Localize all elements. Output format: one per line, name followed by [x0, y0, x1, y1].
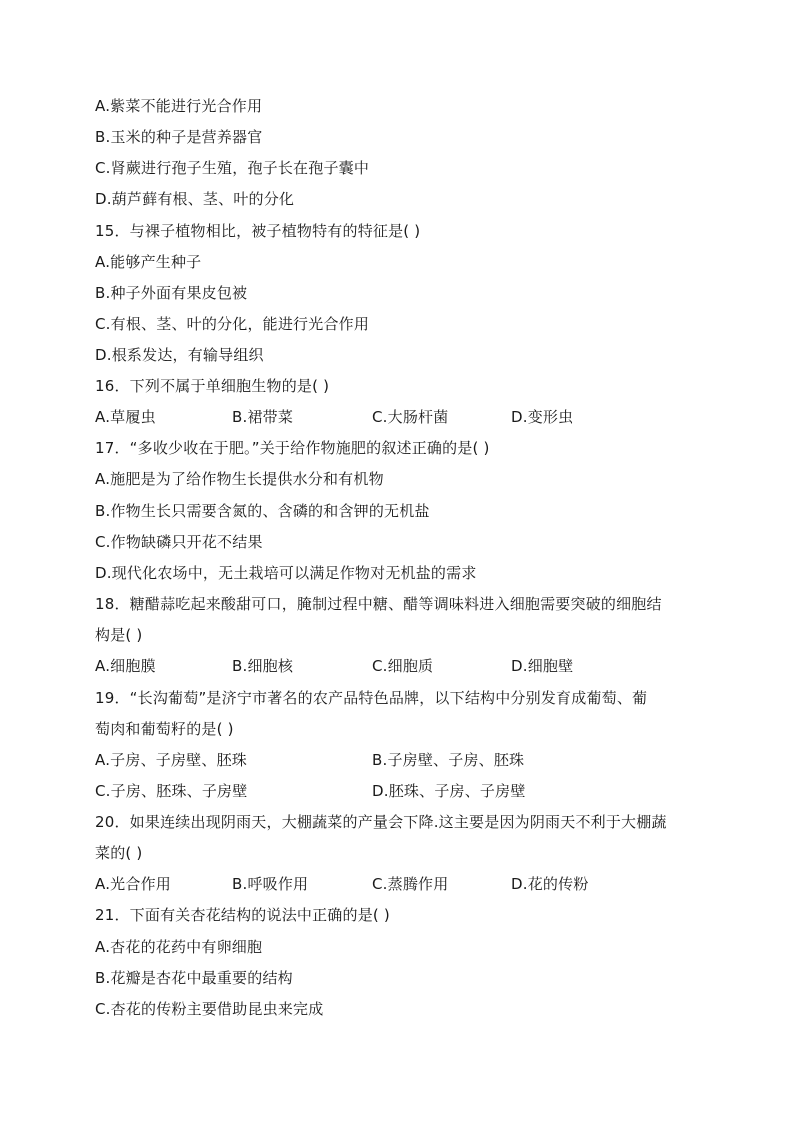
q20-option-c: C.蒸腾作用: [372, 875, 449, 893]
q21-stem: 21．下面有关杏花结构的说法中正确的是( ): [95, 906, 390, 924]
q19-option-d: D.胚珠、子房、子房壁: [372, 782, 526, 800]
q17-option-d: D.现代化农场中，无土栽培可以满足作物对无机盐的需求: [95, 564, 477, 582]
q17-option-c: C.作物缺磷只开花不结果: [95, 533, 263, 551]
q17-option-a: A.施肥是为了给作物生长提供水分和有机物: [95, 470, 384, 488]
q16-option-c: C.大肠杆菌: [372, 408, 449, 426]
q18-option-b: B.细胞核: [232, 657, 294, 675]
q21-option-a: A.杏花的花药中有卵细胞: [95, 938, 263, 956]
q14-option-c: C.肾蕨进行孢子生殖，孢子长在孢子囊中: [95, 159, 370, 177]
q18-stem-line1: 18．糖醋蒜吃起来酸甜可口，腌制过程中糖、醋等调味料进入细胞需要突破的细胞结: [95, 595, 662, 613]
q18-stem-line2: 构是( ): [95, 626, 143, 644]
q14-option-d: D.葫芦藓有根、茎、叶的分化: [95, 190, 295, 208]
q16-option-b: B.裙带菜: [232, 408, 294, 426]
q19-stem-line1: 19．“长沟葡萄”是济宁市著名的农产品特色品牌，以下结构中分别发育成葡萄、葡: [95, 689, 648, 707]
q21-option-c: C.杏花的传粉主要借助昆虫来完成: [95, 1000, 324, 1018]
q16-stem: 16．下列不属于单细胞生物的是( ): [95, 377, 330, 395]
q15-option-a: A.能够产生种子: [95, 253, 202, 271]
q18-option-a: A.细胞膜: [95, 657, 156, 675]
q17-option-b: B.作物生长只需要含氮的、含磷的和含钾的无机盐: [95, 502, 430, 520]
q15-option-b: B.种子外面有果皮包被: [95, 284, 248, 302]
q21-option-b: B.花瓣是杏花中最重要的结构: [95, 969, 293, 987]
q20-option-d: D.花的传粉: [511, 875, 589, 893]
q16-option-a: A.草履虫: [95, 408, 156, 426]
q18-option-d: D.细胞壁: [511, 657, 574, 675]
q19-option-c: C.子房、胚珠、子房壁: [95, 782, 248, 800]
q14-option-b: B.玉米的种子是营养器官: [95, 128, 263, 146]
q19-stem-line2: 萄肉和葡萄籽的是( ): [95, 720, 234, 738]
q15-option-d: D.根系发达，有输导组织: [95, 346, 264, 364]
q19-option-b: B.子房壁、子房、胚珠: [372, 751, 525, 769]
q15-stem: 15．与裸子植物相比，被子植物特有的特征是( ): [95, 222, 421, 240]
q20-stem-line2: 菜的( ): [95, 844, 143, 862]
q14-option-a: A.紫菜不能进行光合作用: [95, 97, 263, 115]
q16-option-d: D.变形虫: [511, 408, 574, 426]
q17-stem: 17．“多收少收在于肥。”关于给作物施肥的叙述正确的是( ): [95, 439, 490, 457]
q19-option-a: A.子房、子房壁、胚珠: [95, 751, 247, 769]
q20-stem-line1: 20．如果连续出现阴雨天，大棚蔬菜的产量会下降.这主要是因为阴雨天不利于大棚蔬: [95, 813, 667, 831]
q20-option-a: A.光合作用: [95, 875, 171, 893]
q15-option-c: C.有根、茎、叶的分化，能进行光合作用: [95, 315, 370, 333]
q20-option-b: B.呼吸作用: [232, 875, 309, 893]
q18-option-c: C.细胞质: [372, 657, 434, 675]
